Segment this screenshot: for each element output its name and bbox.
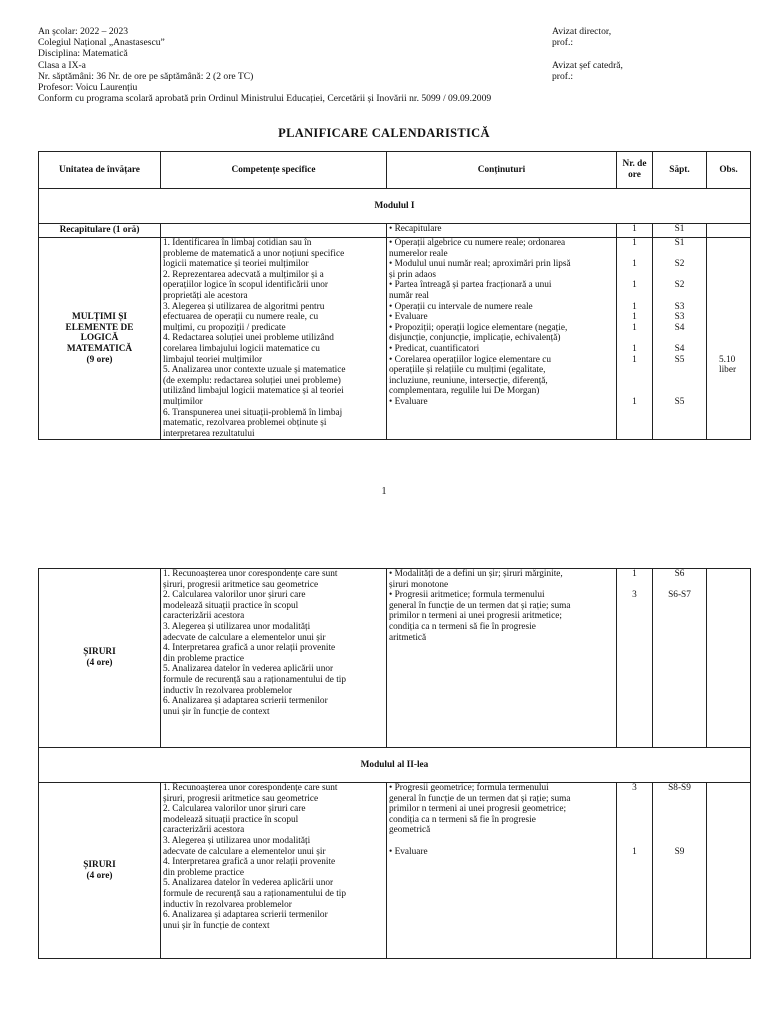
cell-line: inductiv în rezolvarea problemelor (163, 899, 292, 910)
cell-line: 1. Recunoașterea unor corespondențe care sunt (163, 569, 338, 579)
cell-line: caracterizării acestora (163, 611, 245, 622)
cell-value: 1 (632, 301, 637, 312)
cell-value: S1 (674, 238, 685, 248)
cell-value (655, 386, 704, 397)
cell-line (719, 249, 748, 260)
cell-value (655, 249, 704, 260)
cell-value: 1 (632, 354, 637, 365)
cell-line: operațiilor logice în scopul identificării unor (163, 280, 328, 291)
cell-line: modelează situații practice în scopul (163, 814, 299, 825)
col-header-competences: Competențe specifice (161, 152, 387, 189)
planning-table-page2 (38, 568, 751, 959)
cell-line (719, 270, 748, 281)
cell-line: unui șir în funcție de context (163, 920, 270, 931)
header-line: Profesor: Voicu Laurențiu (38, 82, 138, 94)
cell-line (719, 333, 748, 344)
cell-value (655, 291, 704, 302)
header-line: Disciplina: Matematică (38, 48, 128, 60)
cell-value (619, 386, 650, 397)
cell-value: S4 (674, 343, 685, 354)
cell-value (655, 365, 704, 376)
cell-line (719, 302, 748, 313)
cell-value: 1 (632, 280, 637, 291)
table-row (39, 224, 751, 238)
cell-line: general în funcție de un termen dat și rație; suma (389, 600, 571, 611)
cell-value: S8-S9 (668, 783, 691, 793)
unit-line: MULȚIMI ȘI (71, 312, 127, 323)
competences-cell (161, 783, 387, 959)
cell-value (619, 291, 650, 302)
cell-value: S9 (674, 846, 685, 857)
contents-cell (387, 569, 617, 748)
approval-line: prof.: (552, 70, 574, 82)
obs-cell (707, 224, 751, 238)
cell-value: S2 (674, 259, 685, 270)
cell-value (655, 794, 704, 805)
cell-line: șiruri, progresii aritmetice sau geometrice (163, 579, 319, 590)
cell-line: 4. Interpretarea grafică a unor relații provenite (163, 857, 336, 868)
cell-value (619, 365, 650, 376)
cell-line: număr real (389, 290, 430, 301)
cell-line: corelarea limbajului logicii matematice cu (163, 343, 320, 354)
cell-line: utilizând limbajul logicii matematice și al teoriei (163, 386, 344, 397)
cell-line: • Evaluare (389, 396, 428, 407)
cell-value (619, 836, 650, 847)
cell-value (619, 333, 650, 344)
cell-value (655, 376, 704, 387)
header-right (552, 26, 623, 82)
cell-line (719, 323, 748, 334)
cell-line: liber (719, 365, 737, 376)
cell-value: 1 (632, 343, 637, 354)
approval-line: prof.: (552, 37, 574, 49)
cell-value (619, 825, 650, 836)
cell-value (655, 825, 704, 836)
col-header-obs: Obs. (707, 152, 751, 189)
competences-cell (161, 569, 387, 748)
cell-value: 3 (632, 590, 637, 601)
cell-value (655, 580, 704, 591)
cell-line: mulțimilor (163, 396, 203, 407)
cell-line: 4. Interpretarea grafică a unor relații provenite (163, 643, 336, 654)
cell-line: limbajul teoriei mulțimilor (163, 354, 263, 365)
week-cell: S1 (653, 224, 707, 238)
cell-line: (de exemplu: redactarea soluției unei probleme) (163, 375, 341, 386)
cell-line: 2. Calcularea valorilor unor șiruri care (163, 590, 306, 601)
cell-line: 5. Analizarea datelor în vederea aplicării unor (163, 878, 334, 889)
header-line: Nr. săptămâni: 36 Nr. de ore pe săptămână: 2 (2 ore TC) (38, 70, 254, 82)
contents-cell (387, 238, 617, 440)
hours-cell: 1 (617, 224, 653, 238)
unit-line: ȘIRURI (83, 859, 116, 870)
cell-line: 1. Identificarea în limbaj cotidian sau în (163, 238, 312, 248)
obs-cell (707, 783, 751, 959)
unit-line: (9 ore) (86, 354, 113, 365)
cell-line (719, 386, 748, 397)
cell-line (719, 397, 748, 408)
cell-line: 2. Reprezentarea adecvată a mulțimilor și a (163, 269, 324, 280)
cell-line: matematic, rezolvarea problemei obținute și (163, 418, 327, 429)
cell-value (619, 794, 650, 805)
cell-line (719, 238, 748, 249)
cell-line: mulțimi, cu propoziții / predicate (163, 322, 286, 333)
cell-line: efectuarea de operații cu numere reale, cu (163, 312, 319, 323)
cell-line: • Modalități de a defini un șir; șiruri mărginite, (389, 569, 563, 579)
unit-cell (39, 238, 161, 440)
cell-value (655, 804, 704, 815)
header-left (38, 26, 491, 104)
cell-line: caracterizării acestora (163, 825, 245, 836)
cell-line: 1. Recunoașterea unor corespondențe care sunt (163, 783, 338, 793)
cell-line: • Evaluare (389, 846, 428, 857)
cell-value: 1 (632, 312, 637, 323)
unit-line: ȘIRURI (83, 647, 116, 658)
unit-line: (4 ore) (86, 870, 113, 881)
cell-line: primilor n termeni ai unei progresii geometrice; (389, 804, 567, 815)
cell-line: 5. Analizarea datelor în vederea aplicării unor (163, 664, 334, 675)
cell-value (619, 815, 650, 826)
cell-line: disjuncție, conjuncție, implicație, echivalență) (389, 333, 561, 344)
cell-line: geometrică (389, 825, 431, 836)
cell-line: • Evaluare (389, 312, 428, 323)
cell-value: 1 (632, 322, 637, 333)
cell-line: unui șir în funcție de context (163, 706, 270, 717)
approval-line (552, 48, 623, 59)
header-line: Conform cu programa scolară aprobată prin Ordinul Ministrului Educației, Cercetării și Inovării nr. 5099 / 09.09.2009 (38, 93, 492, 105)
cell-value (619, 376, 650, 387)
table-row (39, 783, 751, 959)
cell-line: 6. Analizarea și adaptarea scrierii termenilor (163, 696, 328, 707)
cell-line: 3. Alegerea și utilizarea unor modalități (163, 835, 311, 846)
cell-line (719, 280, 748, 291)
cell-line (719, 291, 748, 302)
cell-value: 1 (632, 259, 637, 270)
cell-value: S5 (674, 354, 685, 365)
unit-cell (39, 569, 161, 748)
cell-line (719, 259, 748, 270)
cell-value: S3 (674, 301, 685, 312)
cell-line: • Operații algebrice cu numere reale; ordonarea (389, 238, 566, 248)
cell-line: primilor n termeni ai unei progresii aritmetice; (389, 611, 562, 622)
cell-line: șiruri monotone (389, 579, 449, 590)
cell-line: complementara, regulile lui De Morgan) (389, 386, 540, 397)
header-line: An școlar: 2022 – 2023 (38, 26, 129, 37)
cell-line: • Partea întreagă și partea fracționară a unui (389, 280, 552, 291)
cell-line: • Propoziții; operații logice elementare (negație, (389, 322, 568, 333)
cell-line: și prin adaos (389, 269, 436, 280)
cell-value: S5 (674, 396, 685, 407)
unit-line: (4 ore) (86, 658, 113, 668)
cell-line: general în funcție de un termen dat și rație; suma (389, 793, 571, 804)
cell-line: operațiile și relațiile cu mulțimi (egalitate, (389, 365, 546, 376)
obs-cell (707, 238, 751, 440)
cell-line (389, 836, 614, 847)
cell-line: • Corelarea operațiilor logice elementare cu (389, 354, 551, 365)
document-title: PLANIFICARE CALENDARISTICĂ (278, 126, 490, 140)
cell-line: • Operații cu intervale de numere reale (389, 301, 533, 312)
module-heading: Modulul I (39, 189, 751, 224)
cell-value: S2 (674, 280, 685, 291)
cell-value: S4 (674, 322, 685, 333)
cell-line: inductiv în rezolvarea problemelor (163, 685, 292, 696)
cell-value (655, 815, 704, 826)
cell-value (619, 804, 650, 815)
col-header-contents: Conținuturi (387, 152, 617, 189)
cell-line: formule de recurență sau a raționamentului de tip (163, 888, 347, 899)
unit-line: MATEMATICĂ (66, 343, 133, 354)
cell-line: condiția ca n termeni să fie în progresie (389, 814, 536, 825)
unit-cell: Recapitulare (1 oră) (39, 224, 161, 238)
cell-line: modelează situații practice în scopul (163, 600, 299, 611)
cell-line: • Progresii geometrice; formula termenului (389, 783, 549, 793)
cell-value: S6-S7 (668, 590, 691, 601)
cell-value: S3 (674, 312, 685, 323)
cell-line: incluziune, reuniune, intersecție, diferență, (389, 375, 548, 386)
cell-value: 1 (632, 238, 637, 248)
hours-cell (617, 238, 653, 440)
cell-line: 4. Redactarea soluției unei probleme utilizând (163, 333, 334, 344)
cell-line: • Predicat, cuantificatori (389, 343, 480, 354)
cell-line: proprietăți ale acestora (163, 290, 248, 301)
cell-line: 5.10 (719, 354, 736, 365)
cell-line: din probleme practice (163, 867, 245, 878)
unit-line: LOGICĂ (80, 333, 119, 344)
cell-line: 6. Transpunerea unei situații-problemă în limbaj (163, 407, 343, 418)
cell-value (619, 270, 650, 281)
cell-value: S6 (674, 569, 685, 579)
cell-line: formule de recurență sau a raționamentului de tip (163, 674, 347, 685)
cell-value: 3 (632, 783, 637, 793)
unit-line: ELEMENTE DE (65, 322, 134, 333)
hours-cell (617, 569, 653, 748)
cell-line (719, 376, 748, 387)
competences-cell (161, 238, 387, 440)
approval-line: Avizat șef catedră, (552, 59, 623, 71)
cell-value: 1 (632, 396, 637, 407)
week-cell (653, 569, 707, 748)
col-header-week: Săpt. (653, 152, 707, 189)
cell-line: numerelor reale (389, 248, 448, 259)
cell-value (619, 580, 650, 591)
hours-cell (617, 783, 653, 959)
cell-line: logicii matematice și teoriei mulțimilor (163, 259, 309, 270)
cell-line: 3. Alegerea și utilizarea de algoritmi pentru (163, 301, 325, 312)
cell-value (619, 249, 650, 260)
cell-line: din probleme practice (163, 653, 245, 664)
cell-value (655, 836, 704, 847)
cell-line: 6. Analizarea și adaptarea scrierii termenilor (163, 910, 328, 921)
unit-cell (39, 783, 161, 959)
cell-line: • Progresii aritmetice; formula termenului (389, 590, 545, 601)
header-line: Clasa a IX-a (38, 59, 86, 71)
cell-value: 1 (632, 846, 637, 857)
cell-line: interpretarea rezultatului (163, 428, 255, 439)
cell-value (655, 270, 704, 281)
week-cell (653, 238, 707, 440)
module-heading: Modulul al II-lea (39, 748, 751, 783)
cell-value (655, 333, 704, 344)
cell-line: adecvate de calculare a elementelor unui șir (163, 846, 326, 857)
cell-line (719, 344, 748, 355)
obs-cell (707, 569, 751, 748)
col-header-unit: Unitatea de învățare (39, 152, 161, 189)
header-line: Colegiul Național „Anastasescu” (38, 37, 165, 49)
approval-line: Avizat director, (552, 26, 612, 37)
cell-line: probleme de matematică a unor noțiuni specifice (163, 248, 345, 259)
cell-value: 1 (632, 569, 637, 579)
cell-line (719, 312, 748, 323)
cell-line: 5. Analizarea unor contexte uzuale și matematice (163, 365, 346, 376)
contents-cell (387, 783, 617, 959)
week-cell (653, 783, 707, 959)
cell-line: adecvate de calculare a elementelor unui șir (163, 632, 326, 643)
cell-line: aritmetică (389, 632, 427, 643)
page-number: 1 (381, 486, 387, 497)
cell-line: șiruri, progresii aritmetice sau geometrice (163, 793, 319, 804)
competences-cell (161, 224, 387, 238)
cell-line: 2. Calcularea valorilor unor șiruri care (163, 804, 306, 815)
col-header-hours: Nr. de ore (617, 152, 653, 189)
cell-line: condiția ca n termeni să fie în progresie (389, 621, 536, 632)
cell-line: • Modulul unui număr real; aproximări prin lipsă (389, 259, 571, 270)
contents-cell: • Recapitulare (387, 224, 617, 238)
cell-line: 3. Alegerea și utilizarea unor modalități (163, 621, 311, 632)
table-row (39, 569, 751, 748)
planning-table-page1 (38, 151, 751, 440)
table-row (39, 238, 751, 440)
